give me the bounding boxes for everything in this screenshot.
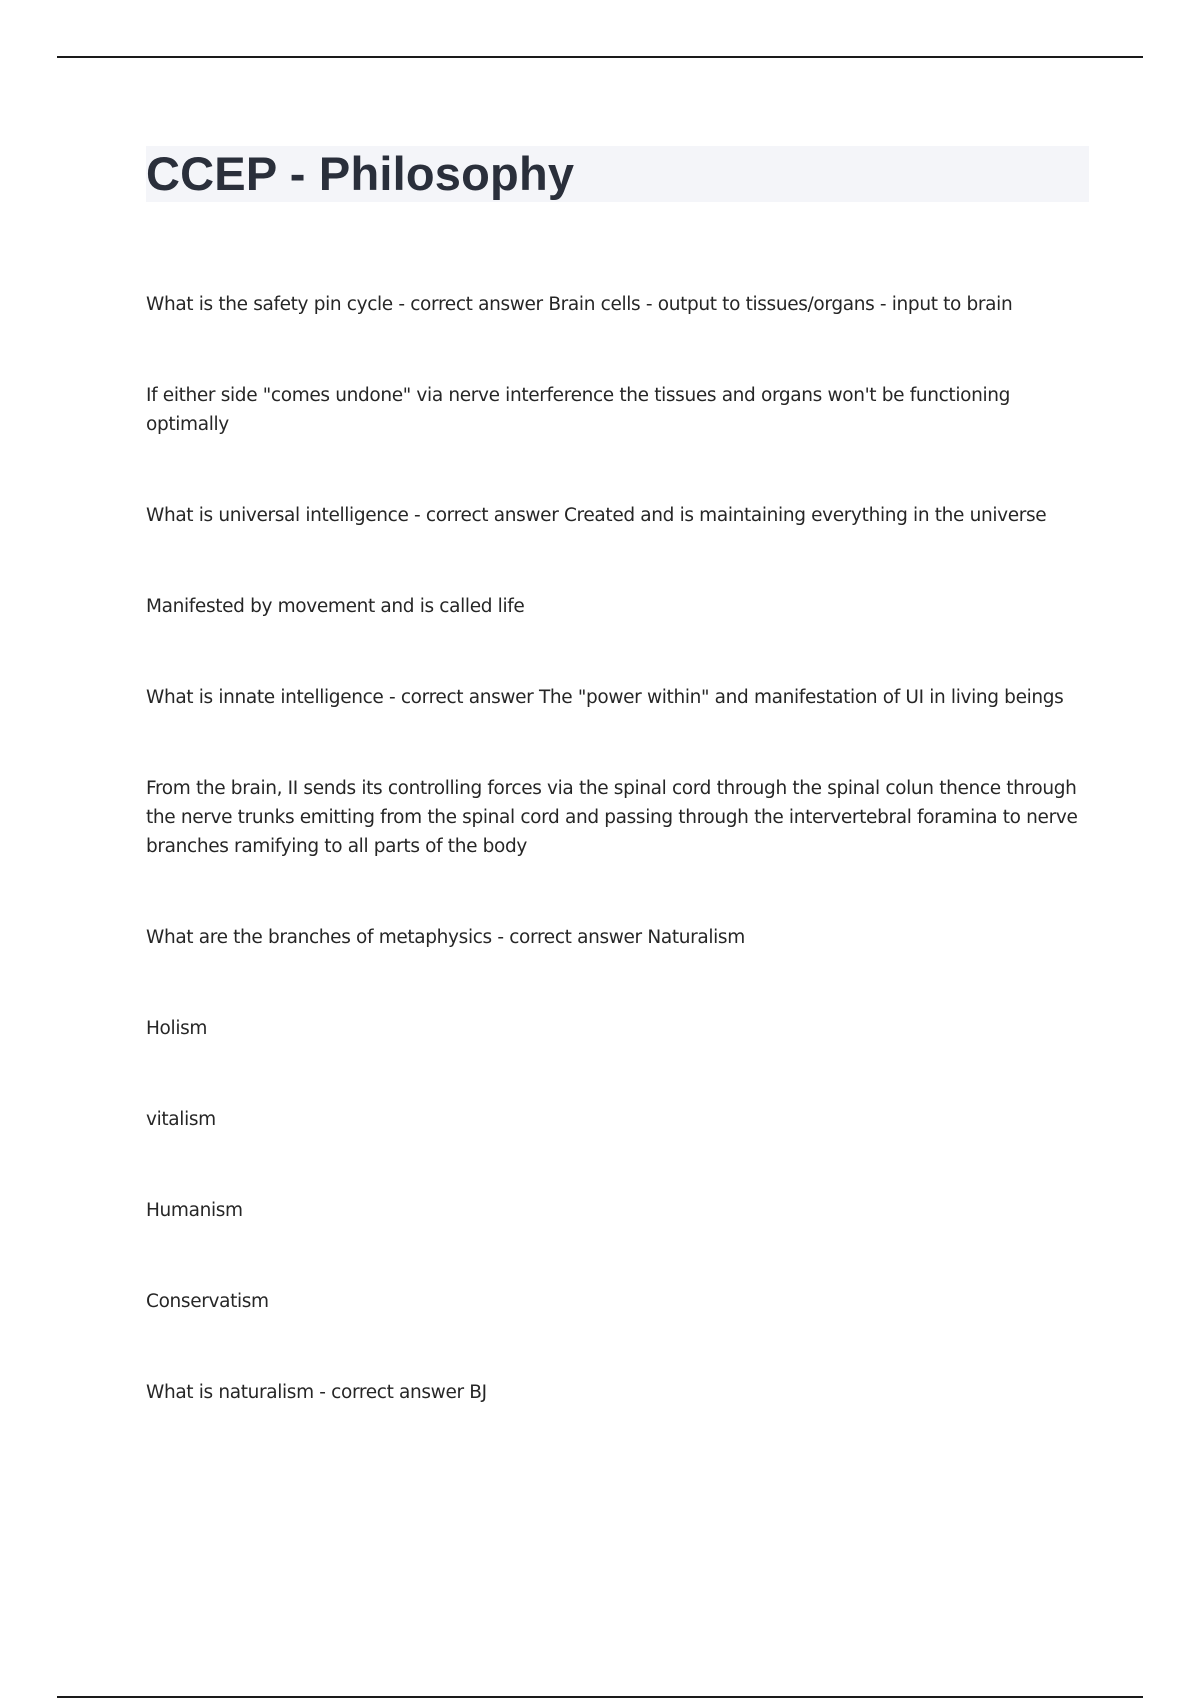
bottom-rule bbox=[57, 1696, 1143, 1698]
qa-item: From the brain, II sends its controlling forces via the spinal cord through the spinal colun thence through the nerve trunks emitting from the spinal cord and passing through the intervertebral foramina to nerve branches ramifying to all parts of the body bbox=[146, 778, 1078, 857]
qa-item: What is innate intelligence - correct answer The "power within" and manifestation of UI in living beings bbox=[146, 687, 1064, 708]
qa-item: What is universal intelligence - correct answer Created and is maintaining everything in the universe bbox=[146, 505, 1047, 526]
qa-list bbox=[146, 290, 1091, 1469]
qa-item: What is the safety pin cycle - correct answer Brain cells - output to tissues/organs - input to brain bbox=[146, 294, 1013, 315]
document-title: CCEP - Philosophy bbox=[146, 147, 575, 200]
qa-item: What is naturalism - correct answer BJ bbox=[146, 1382, 487, 1403]
qa-item: Holism bbox=[146, 1018, 208, 1039]
qa-item: Manifested by movement and is called life bbox=[146, 596, 525, 617]
qa-item: vitalism bbox=[146, 1109, 216, 1130]
top-rule bbox=[57, 56, 1143, 58]
qa-item: What are the branches of metaphysics - correct answer Naturalism bbox=[146, 927, 745, 948]
qa-item: Conservatism bbox=[146, 1291, 269, 1312]
qa-item: If either side "comes undone" via nerve interference the tissues and organs won't be functioning optimally bbox=[146, 385, 1011, 435]
qa-item: Humanism bbox=[146, 1200, 243, 1221]
